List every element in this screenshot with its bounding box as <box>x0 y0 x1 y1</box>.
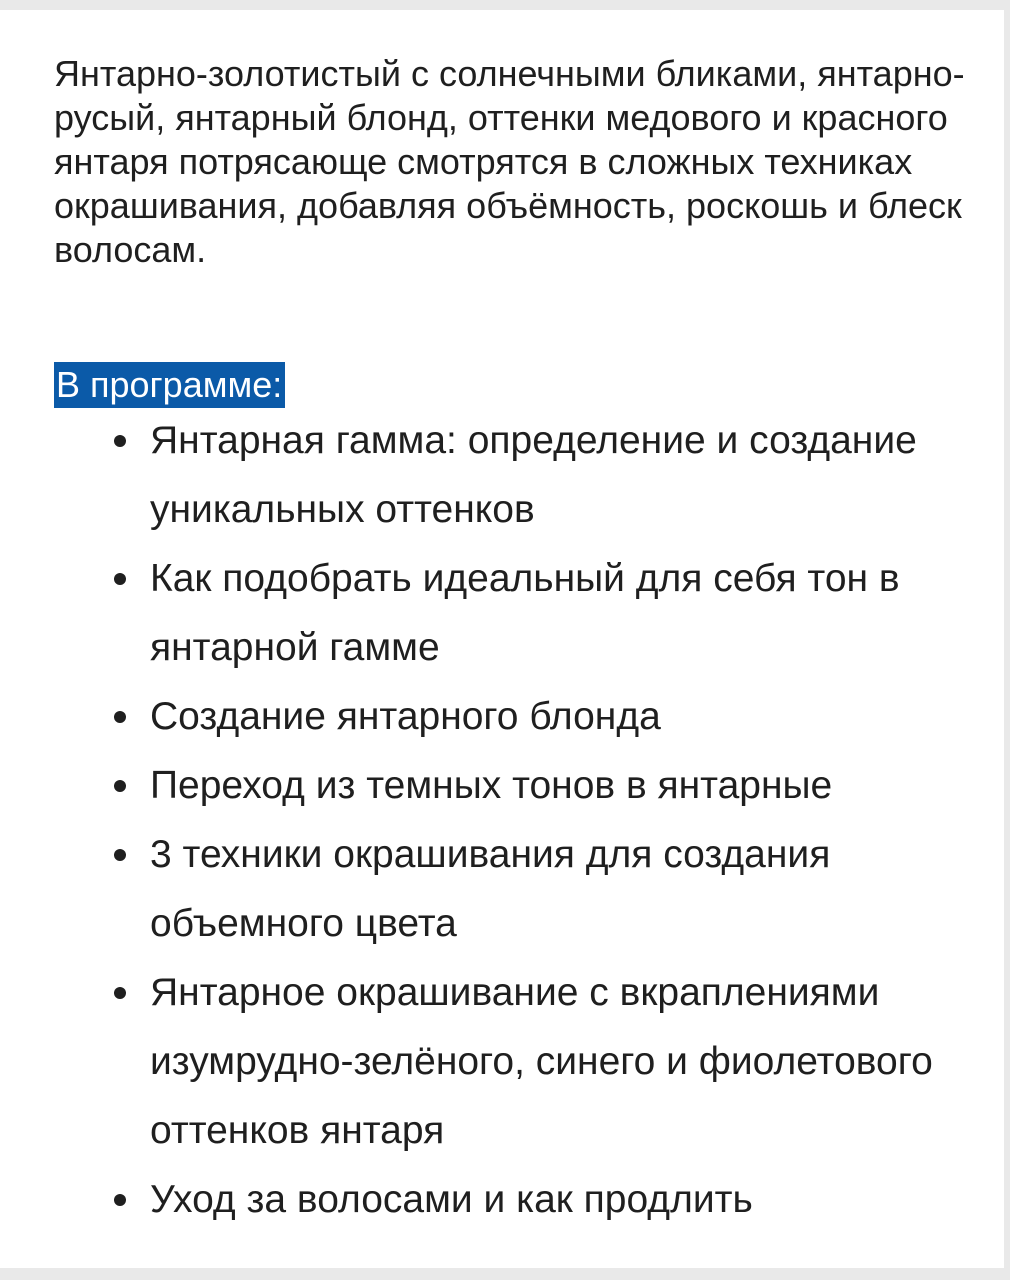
bullet-dot-icon <box>114 849 126 861</box>
scrollbar-track[interactable] <box>1004 10 1010 1268</box>
intro-paragraph: Янтарно-золотистый с солнечными бликами, янтарно-русый, янтарный блонд, оттенки медового и красного янтаря потрясающе смотрятся в сложных техниках окрашивания, добавляя объёмность, роскошь и блеск волосам. <box>54 53 965 270</box>
bottom-frame-strip <box>0 1268 1010 1280</box>
bullet-dot-icon <box>114 573 126 585</box>
list-item-text: 3 техники окрашивания для создания объемного цвета <box>150 833 831 945</box>
bullet-dot-icon <box>114 780 126 792</box>
list-item <box>150 958 990 1165</box>
list-item <box>150 1165 990 1234</box>
program-list <box>150 406 990 1234</box>
list-item-text: Янтарная гамма: определение и создание уникальных оттенков <box>150 419 917 531</box>
document-page[interactable] <box>0 10 1004 1268</box>
list-item <box>150 682 990 751</box>
list-item-text: Как подобрать идеальный для себя тон в янтарной гамме <box>150 557 900 669</box>
bullet-dot-icon <box>114 987 126 999</box>
list-item-text: Уход за волосами и как продлить <box>150 1178 753 1221</box>
top-frame-strip <box>0 0 1010 10</box>
program-heading-selected[interactable]: В программе: <box>54 362 285 408</box>
bullet-dot-icon <box>114 435 126 447</box>
list-item <box>150 406 990 544</box>
list-item <box>150 751 990 820</box>
list-item-text: Создание янтарного блонда <box>150 695 661 738</box>
bullet-dot-icon <box>114 711 126 723</box>
list-item <box>150 544 990 682</box>
list-item <box>150 820 990 958</box>
list-item-text: Янтарное окрашивание с вкраплениями изумрудно-зелёного, синего и фиолетового оттенков янтаря <box>150 971 933 1152</box>
list-item-text: Переход из темных тонов в янтарные <box>150 764 833 807</box>
bullet-dot-icon <box>114 1194 126 1206</box>
